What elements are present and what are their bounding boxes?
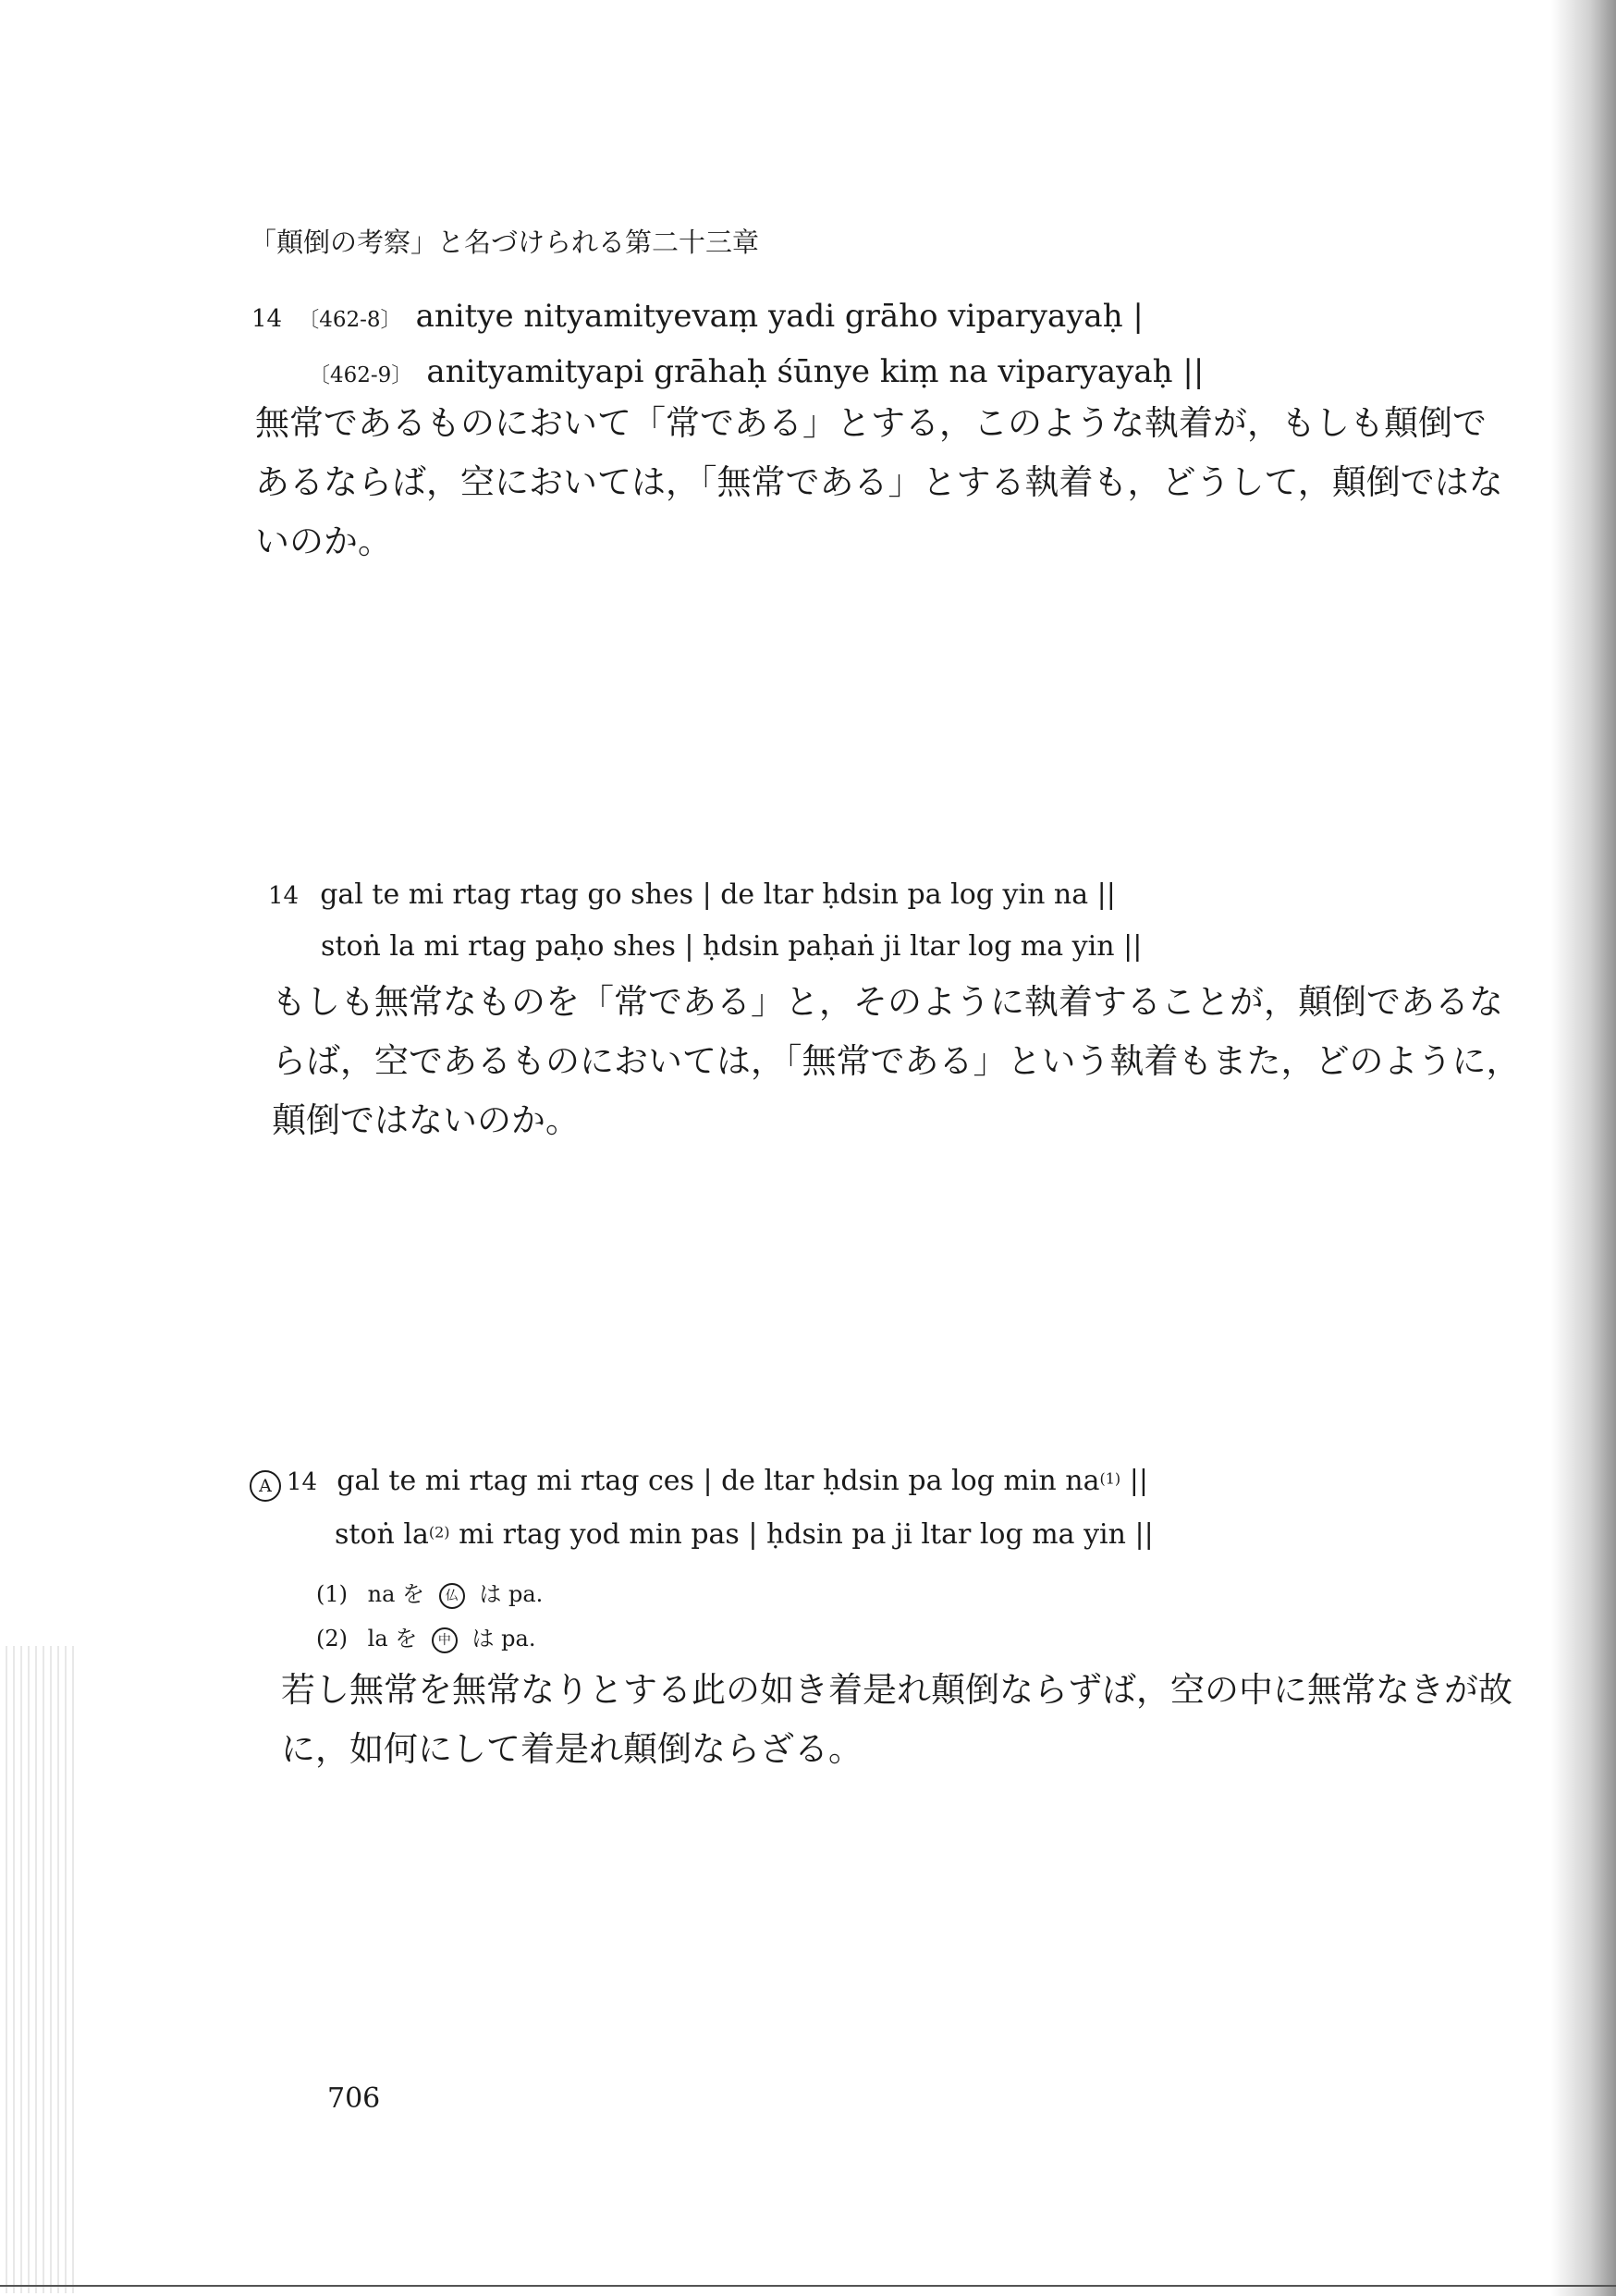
sanskrit-text-1: anitye nityamityevaṃ yadi grāho viparyayaḥ |	[415, 298, 1144, 335]
tibetan-line-1	[268, 878, 1116, 911]
akutobhaya-line-1	[250, 1465, 1148, 1502]
footnote-2	[316, 1620, 535, 1653]
sanskrit-translation-line: あるならば，空においては，「無常である」とする執着も，どうして，顛倒ではな	[255, 462, 1503, 502]
sanskrit-verse-number: 14	[251, 305, 283, 333]
footnote-text: は pa.	[479, 1581, 544, 1607]
akutobhaya-translation-line: 若し無常を無常なりとする此の如き着是れ顛倒ならずば，空の中に無常なきが故	[281, 1670, 1512, 1710]
bottom-edge-line	[0, 2285, 1616, 2287]
tibetan-text-1: gal te mi rtag rtag go shes | de ltar ḥdsin pa log yin na ||	[320, 878, 1116, 911]
footnote-text: na を	[367, 1581, 425, 1607]
sanskrit-line-1	[251, 298, 1144, 335]
footnote-text: la を	[367, 1626, 418, 1651]
footnote-circle-mark: 仏	[439, 1583, 465, 1609]
tibetan-translation-line: もしも無常なものを「常である」と，そのように執着することが，顛倒であるな	[272, 982, 1503, 1022]
sanskrit-translation-line: いのか。	[255, 522, 392, 561]
akutobhaya-line-2	[335, 1518, 1154, 1551]
tibetan-translation	[272, 973, 1521, 1150]
sanskrit-ref-1: 〔462-8〕	[298, 308, 402, 332]
chapter-header: 「顛倒の考察」と名づけられる第二十三章	[250, 227, 760, 258]
akutobhaya-verse-number: 14	[287, 1468, 318, 1496]
tibetan-text-2: stoṅ la mi rtag paḥo shes | ḥdsin paḥaṅ ji ltar log ma yin ||	[321, 930, 1143, 963]
sanskrit-translation-line: 無常であるものにおいて「常である」とする，このような執着が，もしも顛倒で	[255, 403, 1487, 443]
tibetan-translation-line: らば，空であるものにおいては，「無常である」という執着もまた，どのように，	[272, 1041, 1521, 1081]
tibetan-verse-number: 14	[268, 882, 300, 910]
page-edge-shadow	[1551, 0, 1616, 2296]
tibetan-translation-line: 顛倒ではないのか。	[272, 1100, 580, 1140]
akutobhaya-translation	[281, 1661, 1512, 1779]
footnote-number: (2)	[316, 1626, 348, 1651]
sanskrit-ref-2: 〔462-9〕	[309, 363, 413, 387]
page-number: 706	[327, 2082, 381, 2115]
akutobhaya-text-2a: stoṅ la	[335, 1518, 429, 1551]
footnote-circle-mark: 中	[432, 1627, 458, 1653]
akutobhaya-text-1: gal te mi rtag mi rtag ces | de ltar ḥdsin pa log min na	[337, 1465, 1100, 1497]
footnote-text: は pa.	[471, 1626, 536, 1651]
akutobhaya-text-2b: mi rtag yod min pas | ḥdsin pa ji ltar log ma yin ||	[449, 1518, 1154, 1551]
footnote-ref-2: (2)	[428, 1523, 450, 1541]
footnote-1	[316, 1576, 543, 1609]
akutobhaya-text-1-end: ||	[1120, 1465, 1148, 1497]
sanskrit-translation	[255, 394, 1503, 571]
footnote-ref-1: (1)	[1099, 1469, 1121, 1488]
akutobhaya-translation-line: に，如何にして着是れ顛倒ならざる。	[281, 1729, 863, 1769]
sanskrit-line-2	[309, 353, 1204, 390]
akutobhaya-circle-marker: A	[250, 1470, 281, 1502]
sanskrit-text-2: anityamityapi grāhaḥ śūnye kiṃ na viparyayaḥ ||	[426, 353, 1205, 390]
binding-edge-shadow	[0, 1646, 74, 2293]
footnote-number: (1)	[316, 1581, 348, 1607]
